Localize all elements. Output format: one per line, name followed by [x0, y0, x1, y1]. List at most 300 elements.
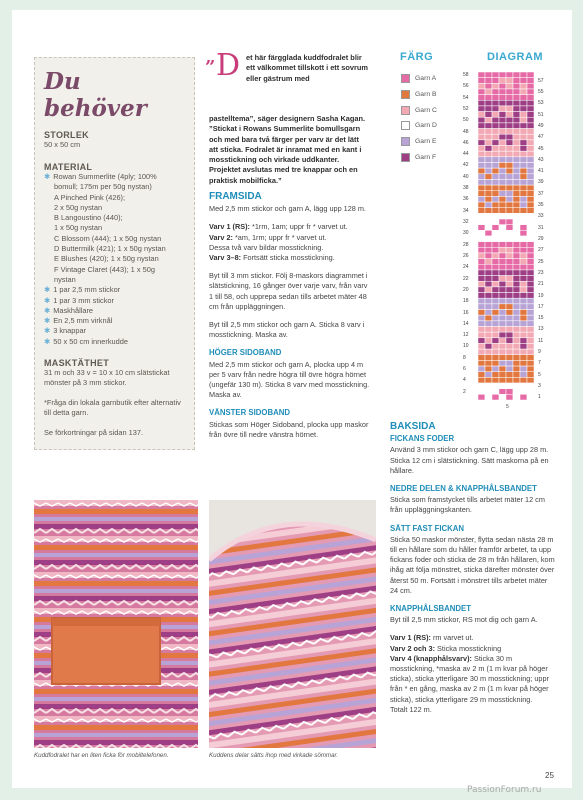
row-number: 1	[538, 394, 541, 401]
chart-cell	[513, 349, 520, 355]
chart-cell	[492, 157, 499, 163]
chart-cell	[485, 208, 492, 214]
chart-cell	[506, 129, 513, 135]
chart-cell	[478, 146, 485, 152]
chart-cell	[478, 264, 485, 270]
left-band-text: Stickas som Höger Sidoband, plocka upp maskor från övre till nedre vänstra hörnet.	[209, 419, 369, 439]
chart-cell	[492, 134, 499, 140]
knit-cushion-image	[209, 500, 376, 748]
chart-cell	[520, 259, 527, 265]
chart-cell	[527, 157, 534, 163]
size-heading: STORLEK	[44, 130, 89, 140]
back-section	[390, 422, 555, 715]
row2-label: Varv 2:	[209, 232, 233, 242]
chart-cell	[492, 78, 499, 84]
chart-cell	[506, 112, 513, 118]
chart-cell	[506, 360, 513, 366]
chart-cell	[527, 281, 534, 287]
chart-cell	[478, 247, 485, 253]
chart-cell	[520, 112, 527, 118]
material-text: F Vintage Claret (443); 1 x 50g	[54, 264, 155, 274]
chart-cell	[492, 219, 499, 225]
chart-cell	[520, 157, 527, 163]
row-number: 25	[538, 258, 544, 265]
chart-cell	[506, 168, 513, 174]
chart-cell	[506, 106, 513, 112]
chart-cell	[485, 196, 492, 202]
chart-cell	[506, 383, 513, 389]
chart-cell	[527, 83, 534, 89]
material-text: 2 x 50g nystan	[54, 202, 103, 212]
chart-cell	[485, 230, 492, 236]
material-text: bomull; 175m per 50g nystan)	[54, 182, 152, 192]
chart-cell	[478, 281, 485, 287]
chart-cell	[506, 355, 513, 361]
chart-cell	[499, 298, 506, 304]
chart-cell	[527, 360, 534, 366]
material-text: nystan	[54, 274, 76, 284]
legend-label: Garn B	[415, 91, 437, 99]
chart-cell	[520, 129, 527, 135]
right-band-heading: HÖGER SIDOBAND	[209, 348, 282, 358]
chart-cell	[478, 196, 485, 202]
chart-cell	[485, 168, 492, 174]
material-item	[44, 285, 185, 295]
chart-cell	[520, 168, 527, 174]
chart-cell	[506, 196, 513, 202]
chart-cell	[492, 185, 499, 191]
chart-cell	[492, 242, 499, 248]
row-number: 38	[463, 185, 469, 192]
chart-cell	[485, 95, 492, 101]
row-number: 7	[538, 360, 541, 367]
chart-cell	[485, 174, 492, 180]
chart-cell	[499, 83, 506, 89]
chart-cell	[485, 129, 492, 135]
chart-cell	[520, 174, 527, 180]
chart-cell	[492, 129, 499, 135]
row-number: 58	[463, 72, 469, 78]
chart-cell	[485, 253, 492, 259]
chart-cell	[527, 213, 534, 219]
chart-cell	[506, 247, 513, 253]
chart-cell	[492, 140, 499, 146]
chart-cell	[527, 242, 534, 248]
chart-cell	[492, 389, 499, 395]
chart-cell	[478, 129, 485, 135]
chart-cell	[527, 338, 534, 344]
chart-cell	[506, 394, 513, 400]
chart-cell	[485, 338, 492, 344]
chart-cell	[499, 349, 506, 355]
chart-cell	[478, 372, 485, 378]
row-number: 8	[463, 354, 466, 361]
chart-cell	[520, 372, 527, 378]
chart-cell	[527, 321, 534, 327]
material-item	[44, 213, 185, 223]
material-item	[44, 316, 185, 326]
band-row2-text: Sticka mosstickning	[435, 643, 502, 653]
chart-cell	[499, 123, 506, 129]
chart-cell	[513, 106, 520, 112]
material-item	[44, 203, 185, 213]
attach-pocket-heading: SÄTT FAST FICKAN	[390, 523, 465, 533]
chart-cell	[499, 321, 506, 327]
chart-cell	[478, 202, 485, 208]
row-number: 56	[463, 83, 469, 90]
drop-cap: D	[216, 48, 241, 83]
chart-cell	[520, 191, 527, 197]
watermark: PassionForum.ru	[467, 785, 542, 795]
chart-cell	[499, 196, 506, 202]
chart-cell	[492, 287, 499, 293]
chart-cell	[527, 151, 534, 157]
chart-cell	[506, 191, 513, 197]
row-number: 18	[463, 298, 469, 305]
row-number: 39	[538, 179, 544, 186]
chart-cell	[513, 72, 520, 78]
chart-cell	[492, 162, 499, 168]
chart-cell	[506, 276, 513, 282]
chart-cell	[527, 236, 534, 242]
row-number: 43	[538, 156, 544, 163]
chart-cell	[485, 281, 492, 287]
chart-cell	[520, 360, 527, 366]
chart-cell	[485, 366, 492, 372]
chart-cell	[499, 304, 506, 310]
chart-cell	[520, 162, 527, 168]
chart-cell	[527, 315, 534, 321]
chart-cell	[492, 321, 499, 327]
chart-cell	[527, 78, 534, 84]
row-number: 54	[463, 94, 469, 101]
row-number: 16	[463, 309, 469, 316]
chart-cell	[478, 230, 485, 236]
chart-cell	[520, 134, 527, 140]
chart-cell	[513, 366, 520, 372]
legend-swatch	[401, 153, 410, 162]
chart-cell	[527, 146, 534, 152]
chart-cell	[492, 332, 499, 338]
chart-cell	[478, 332, 485, 338]
chart-cell	[527, 134, 534, 140]
chart-cell	[485, 293, 492, 299]
chart-cell	[499, 106, 506, 112]
bullet-icon: ✱	[44, 295, 51, 305]
chart-cell	[527, 191, 534, 197]
chart-cell	[499, 360, 506, 366]
chart-cell	[506, 78, 513, 84]
chart-cell	[492, 276, 499, 282]
chart-cell	[499, 134, 506, 140]
chart-cell	[499, 129, 506, 135]
chart-cell	[485, 383, 492, 389]
buttonhole-band-text: Byt till 2,5 mm stickor, RS mot dig och garn A.	[390, 615, 538, 625]
chart-cell	[513, 242, 520, 248]
row-number: 32	[463, 219, 469, 226]
band-row2-label: Varv 2 och 3:	[390, 643, 436, 653]
chart-cell	[527, 230, 534, 236]
materials-panel	[34, 57, 195, 450]
row-number: 51	[538, 111, 544, 118]
chart-cell	[478, 304, 485, 310]
chart-cell	[527, 89, 534, 95]
row1-text: *1rm, 1am; uppr fr * varvet ut.	[249, 222, 348, 232]
chart-cell	[492, 259, 499, 265]
chart-cell	[527, 389, 534, 395]
chart-cell	[520, 355, 527, 361]
row2-text: *am, 1rm; uppr fr * varvet ut.	[232, 232, 327, 242]
quote-mark: ”	[205, 57, 216, 78]
chart-cell	[527, 394, 534, 400]
row-number: 20	[463, 286, 469, 293]
chart-cell	[520, 293, 527, 299]
tension-text: 31 m och 33 v = 10 x 10 cm slätstickat mönster på 3 mm stickor.	[44, 368, 170, 388]
row-number: 3	[538, 383, 541, 390]
chart-cell	[527, 304, 534, 310]
chart-cell	[485, 236, 492, 242]
chart-cell	[520, 213, 527, 219]
row-number: 23	[538, 269, 544, 276]
chart-cell	[527, 100, 534, 106]
color-legend-title: FÄRG	[400, 51, 434, 63]
chart-cell	[513, 389, 520, 395]
legend-label: Garn E	[415, 138, 437, 146]
chart-cell	[492, 230, 499, 236]
chart-cell	[478, 321, 485, 327]
chart-cell	[513, 191, 520, 197]
chart-cell	[506, 213, 513, 219]
chart-cell	[492, 236, 499, 242]
chart-cell	[513, 129, 520, 135]
chart-cell	[499, 264, 506, 270]
chart-cell	[506, 208, 513, 214]
chart-cell	[492, 117, 499, 123]
chart-cell	[492, 196, 499, 202]
chart-cell	[513, 196, 520, 202]
photo2-caption: Kuddens delar sätts ihop med virkade sömmar.	[209, 752, 339, 759]
colorwork-chart	[478, 72, 534, 400]
chart-cell	[499, 78, 506, 84]
chart-cell	[485, 162, 492, 168]
chart-cell	[513, 372, 520, 378]
chart-cell	[492, 349, 499, 355]
chart-cell	[492, 315, 499, 321]
chart-cell	[520, 338, 527, 344]
bullet-icon: ✱	[44, 305, 51, 315]
chart-cell	[478, 225, 485, 231]
material-text: Maskhållare	[53, 305, 94, 315]
chart-cell	[492, 95, 499, 101]
chart-cell	[527, 372, 534, 378]
chart-cell	[527, 72, 534, 78]
chart-cell	[478, 106, 485, 112]
chart-cell	[513, 394, 520, 400]
legend-item	[401, 87, 437, 103]
chart-cell	[485, 112, 492, 118]
chart-cell	[492, 100, 499, 106]
chart-cell	[478, 315, 485, 321]
chart-cell	[499, 287, 506, 293]
row-number: 22	[463, 275, 469, 282]
chart-cell	[499, 276, 506, 282]
chart-cell	[513, 264, 520, 270]
chart-cell	[520, 72, 527, 78]
cushion-photo	[209, 500, 376, 748]
chart-cell	[506, 134, 513, 140]
chart-cell	[499, 157, 506, 163]
chart-cell	[478, 179, 485, 185]
chart-cell	[478, 349, 485, 355]
chart-cell	[478, 310, 485, 316]
chart-cell	[485, 225, 492, 231]
chart-cell	[492, 377, 499, 383]
chart-cell	[499, 225, 506, 231]
chart-cell	[520, 95, 527, 101]
chart-cell	[506, 270, 513, 276]
chart-cell	[506, 179, 513, 185]
chart-cell	[513, 293, 520, 299]
row-number: 47	[538, 134, 544, 141]
row-number: 26	[463, 252, 469, 259]
chart-cell	[499, 343, 506, 349]
chart-cell	[520, 253, 527, 259]
legend-swatch	[401, 137, 410, 146]
chart-cell	[492, 202, 499, 208]
diagram-title: DIAGRAM	[487, 51, 544, 63]
material-item	[44, 306, 185, 316]
row-number: 52	[463, 105, 469, 112]
chart-cell	[520, 281, 527, 287]
material-list	[44, 172, 185, 347]
chart-cell	[506, 310, 513, 316]
chart-cell	[499, 394, 506, 400]
chart-cell	[485, 83, 492, 89]
chart-cell	[520, 202, 527, 208]
chart-cell	[499, 89, 506, 95]
chart-cell	[499, 162, 506, 168]
row-number: 30	[463, 230, 469, 237]
row-number: 12	[463, 332, 469, 339]
chart-cell	[506, 298, 513, 304]
chart-cell	[506, 225, 513, 231]
chart-cell	[499, 293, 506, 299]
chart-cell	[492, 293, 499, 299]
chart-cell	[478, 355, 485, 361]
chart-cell	[478, 134, 485, 140]
row-number: 21	[538, 281, 544, 288]
chart-cell	[492, 191, 499, 197]
chart-cell	[513, 100, 520, 106]
front-chart-instructions: Byt till 3 mm stickor. Följ 8-maskors diagrammet i slätstickning, 16 gånger över varje varv, från varv 1 till 58, och upprepa sedan tills arbetet mäter 48 cm från uppläggningen.	[209, 271, 368, 311]
diagram-stitch-label: 5	[506, 404, 509, 410]
chart-cell	[513, 321, 520, 327]
chart-cell	[506, 321, 513, 327]
chart-cell	[499, 332, 506, 338]
chart-cell	[478, 112, 485, 118]
chart-cell	[527, 355, 534, 361]
chart-cell	[520, 230, 527, 236]
chart-cell	[499, 315, 506, 321]
chart-cell	[506, 230, 513, 236]
chart-cell	[478, 394, 485, 400]
chart-cell	[485, 89, 492, 95]
chart-cell	[506, 287, 513, 293]
chart-cell	[520, 83, 527, 89]
chart-cell	[513, 338, 520, 344]
chart-cell	[527, 366, 534, 372]
row-number: 28	[463, 241, 469, 248]
row-number: 53	[538, 100, 544, 107]
chart-cell	[506, 281, 513, 287]
chart-cell	[506, 162, 513, 168]
chart-cell	[527, 349, 534, 355]
bullet-icon: ✱	[44, 285, 51, 295]
chart-cell	[485, 117, 492, 123]
chart-cell	[527, 179, 534, 185]
chart-cell	[520, 287, 527, 293]
material-item	[44, 254, 185, 264]
row-number: 42	[463, 162, 469, 169]
row-number: 57	[538, 77, 544, 84]
chart-cell	[485, 100, 492, 106]
lower-part-heading: NEDRE DELEN & KNAPPHÅLSBANDET	[390, 484, 537, 494]
row-number: 13	[538, 326, 544, 333]
chart-cell	[478, 259, 485, 265]
chart-cell	[520, 332, 527, 338]
row-number: 44	[463, 151, 469, 158]
chart-cell	[499, 355, 506, 361]
chart-cell	[520, 310, 527, 316]
chart-cell	[499, 247, 506, 253]
chart-cell	[506, 242, 513, 248]
chart-cell	[527, 95, 534, 101]
chart-cell	[485, 389, 492, 395]
chart-cell	[492, 270, 499, 276]
chart-cell	[485, 343, 492, 349]
material-text: A Pinched Pink (426);	[54, 192, 126, 202]
legend-label: Garn D	[415, 122, 437, 130]
knit-pocket-image	[34, 500, 198, 748]
chart-cell	[485, 134, 492, 140]
band-row1-label: Varv 1 (RS):	[390, 633, 431, 643]
chart-cell	[492, 168, 499, 174]
row-number: 15	[538, 315, 544, 322]
chart-cell	[527, 293, 534, 299]
chart-cell	[506, 100, 513, 106]
row-number: 37	[538, 190, 544, 197]
chart-cell	[485, 213, 492, 219]
chart-cell	[527, 383, 534, 389]
chart-cell	[520, 89, 527, 95]
chart-cell	[499, 389, 506, 395]
chart-cell	[499, 174, 506, 180]
chart-cell	[478, 83, 485, 89]
chart-cell	[520, 343, 527, 349]
chart-cell	[506, 349, 513, 355]
chart-cell	[492, 208, 499, 214]
chart-cell	[506, 377, 513, 383]
chart-cell	[527, 196, 534, 202]
bullet-icon: ✱	[44, 336, 51, 346]
chart-cell	[513, 355, 520, 361]
chart-cell	[506, 83, 513, 89]
chart-cell	[520, 394, 527, 400]
chart-cell	[520, 326, 527, 332]
front-bind-off: Byt till 2,5 mm stickor och garn A. Sticka 8 varv i mosstickning. Maska av.	[209, 320, 365, 340]
chart-cell	[485, 394, 492, 400]
chart-cell	[499, 219, 506, 225]
